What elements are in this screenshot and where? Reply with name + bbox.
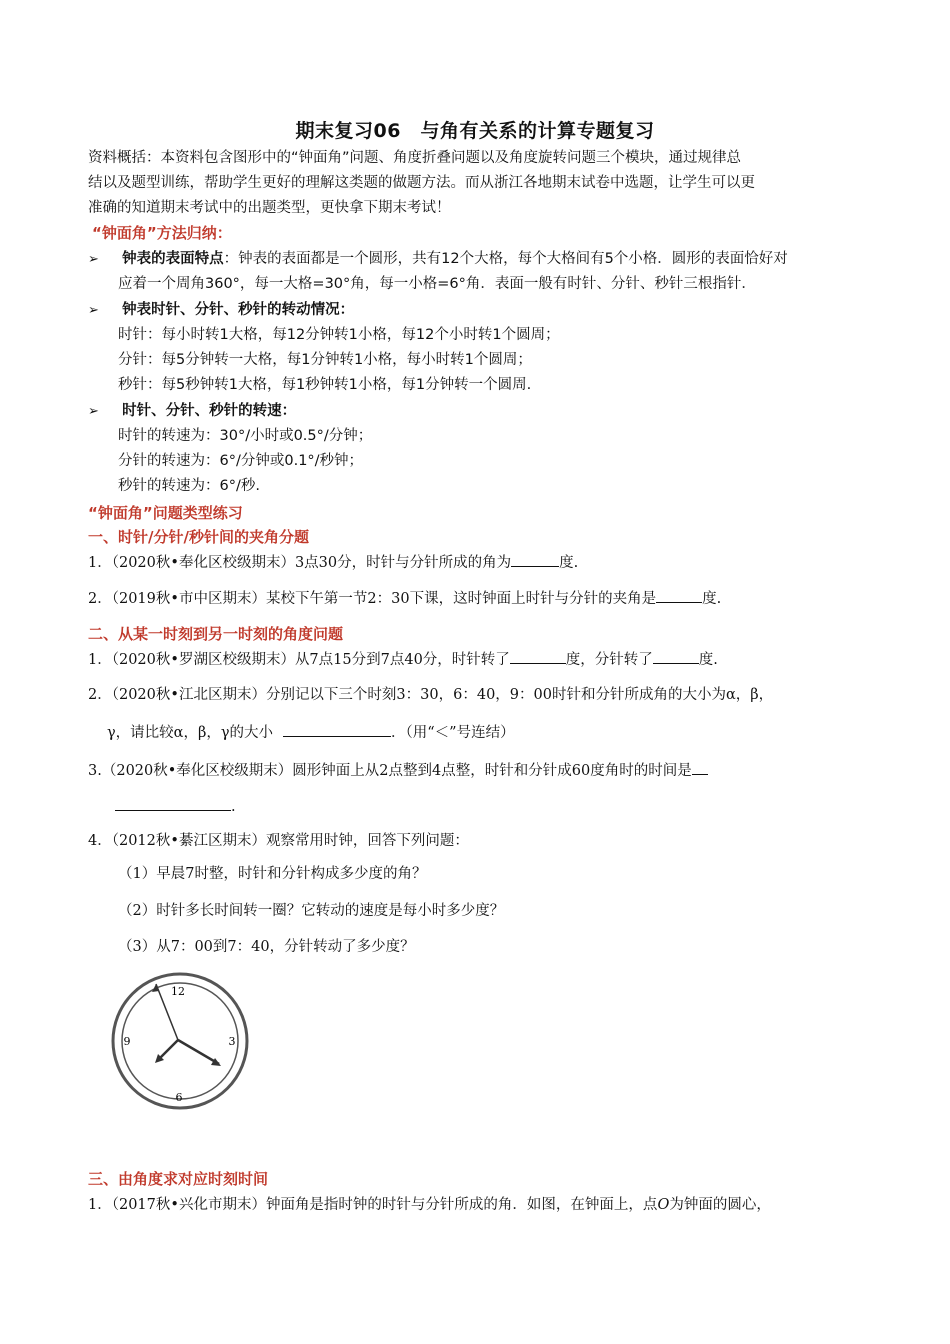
bullet-arrow-icon: ➢ xyxy=(88,303,99,318)
method-heading: “钟面角”方法归纳： xyxy=(92,224,232,242)
summary-line-1: 资料概括：本资料包含图形中的“钟面角”问题、角度折叠问题以及角度旋转问题三个模块，通过规律总 xyxy=(88,150,742,166)
question-mid: 度，分针转了 xyxy=(565,652,653,668)
bullet-3-heading xyxy=(88,399,296,424)
question-text: （2012秋•綦江区期末）观察常用时钟，回答下列问题： xyxy=(111,833,469,849)
summary-line-3: 准确的知道期末考试中的出题类型，更快拿下期末考试！ xyxy=(88,200,451,216)
bullet-3-line: 秒针的转速为：6°/秒. xyxy=(118,478,260,494)
answer-blank[interactable] xyxy=(692,760,708,775)
bullet-arrow-icon: ➢ xyxy=(88,404,99,419)
bullet-2-line: 分针：每5分钟转一大格，每1分钟转1小格，每小时转1个圆周； xyxy=(118,352,532,368)
clock-hand-right xyxy=(178,1040,219,1064)
question-number: 3. xyxy=(88,763,102,779)
practice-heading: “钟面角”问题类型练习 xyxy=(88,504,243,522)
clock-numeral-9: 9 xyxy=(123,1035,131,1048)
s2-question-3-line-2 xyxy=(115,795,236,820)
clock-figure xyxy=(108,970,254,1112)
question-end: 度. xyxy=(698,652,718,668)
summary-line-2: 结以及题型训练，帮助学生更好的理解这类题的做题方法。而从浙江各地期末试卷中选题，让学生可以更 xyxy=(88,175,755,191)
section-3-heading: 三、由角度求对应时刻时间 xyxy=(88,1170,269,1188)
section-2-heading: 二、从某一时刻到另一时刻的角度问题 xyxy=(88,625,344,643)
clock-numeral-6: 6 xyxy=(175,1091,183,1104)
question-text: ．（用“＜”号连结） xyxy=(391,725,515,741)
bullet-2-line: 时针：每小时转1大格，每12分钟转1小格，每12个小时转1个圆周； xyxy=(118,327,560,343)
bullet-3-line: 时针的转速为：30°/小时或0.5°/分钟； xyxy=(118,428,373,444)
question-end: 为钟面的圆心， xyxy=(669,1197,771,1213)
s1-question-2 xyxy=(88,587,721,612)
s1-question-1 xyxy=(88,551,578,576)
answer-blank[interactable] xyxy=(283,722,391,737)
question-text: （2020秋•奉化区校级期末）圆形钟面上从2点整到4点整，时针和分针成60度角时的时间是 xyxy=(101,763,692,779)
question-text: （2017秋•兴化市期末）钟面角是指时钟的时针与分针所成的角．如图，在钟面上，点 xyxy=(111,1197,658,1213)
s2-question-2 xyxy=(88,683,773,708)
s2-question-4 xyxy=(88,829,469,854)
question-end: 度. xyxy=(702,591,722,607)
bullet-3-line: 分针的转速为：6°/分钟或0.1°/秒钟； xyxy=(118,453,364,469)
question-end: 度. xyxy=(559,555,579,571)
bullet-1-text: ：钟表的表面都是一个圆形，共有12个大格，每个大格间有5个小格．圆形的表面恰好对 xyxy=(223,251,788,267)
s2-question-2-line-2 xyxy=(107,721,515,746)
question-text: （2020秋•奉化区校级期末）3点30分，时针与分针所成的角为 xyxy=(111,555,512,571)
answer-blank[interactable] xyxy=(653,649,699,664)
page-title: 期末复习06 与角有关系的计算专题复习 xyxy=(295,120,655,142)
question-number: 4． xyxy=(88,833,112,849)
question-number: 1． xyxy=(88,652,112,668)
bullet-1-title: 钟表的表面特点 xyxy=(122,251,224,267)
question-text: （2020秋•江北区期末）分别记以下三个时刻3：30，6：40，9：00时针和分针所成角的大小为α，β， xyxy=(111,687,774,703)
question-number: 2． xyxy=(88,687,112,703)
bullet-1-line-2: 应着一个周角360°，每一大格=30°角，每一小格=6°角．表面一般有时针、分针、秒针三根指针． xyxy=(118,276,756,292)
question-number: 1． xyxy=(88,555,112,571)
section-1-heading: 一、时针/分针/秒针间的夹角分题 xyxy=(88,528,309,546)
question-end: . xyxy=(231,799,236,815)
bullet-2-line: 秒针：每5秒钟转1大格，每1秒钟转1小格，每1分钟转一个圆周. xyxy=(118,377,532,393)
bullet-arrow-icon: ➢ xyxy=(88,252,99,267)
sub-question: （3）从7：00到7：40，分针转动了多少度？ xyxy=(118,939,415,955)
answer-blank[interactable] xyxy=(656,588,702,603)
question-text: （2020秋•罗湖区校级期末）从7点15分到7点40分，时针转了 xyxy=(111,652,510,668)
sub-question: （1）早晨7时整，时针和分针构成多少度的角？ xyxy=(118,866,427,882)
point-o-label: O xyxy=(657,1197,670,1213)
bullet-2-heading xyxy=(88,298,354,323)
question-number: 2． xyxy=(88,591,112,607)
s2-question-3 xyxy=(88,759,708,784)
s2-question-1 xyxy=(88,648,718,673)
bullet-1-line-1 xyxy=(88,247,788,272)
answer-blank[interactable] xyxy=(511,552,559,567)
question-number: 1． xyxy=(88,1197,112,1213)
question-text: （2019秋•市中区期末）某校下午第一节2：30下课，这时钟面上时针与分针的夹角是 xyxy=(111,591,657,607)
clock-numeral-12: 12 xyxy=(171,985,185,998)
bullet-3-title: 时针、分针、秒针的转速： xyxy=(122,403,297,419)
bullet-2-title: 钟表时针、分针、秒针的转动情况： xyxy=(122,302,355,318)
sub-question: （2）时针多长时间转一圈？它转动的速度是每小时多少度？ xyxy=(118,903,505,919)
answer-blank[interactable] xyxy=(510,649,566,664)
s3-question-1 xyxy=(88,1193,771,1218)
answer-blank[interactable] xyxy=(115,796,231,811)
clock-numeral-3: 3 xyxy=(228,1035,236,1048)
question-text: γ，请比较α，β，γ的大小 xyxy=(107,725,274,741)
